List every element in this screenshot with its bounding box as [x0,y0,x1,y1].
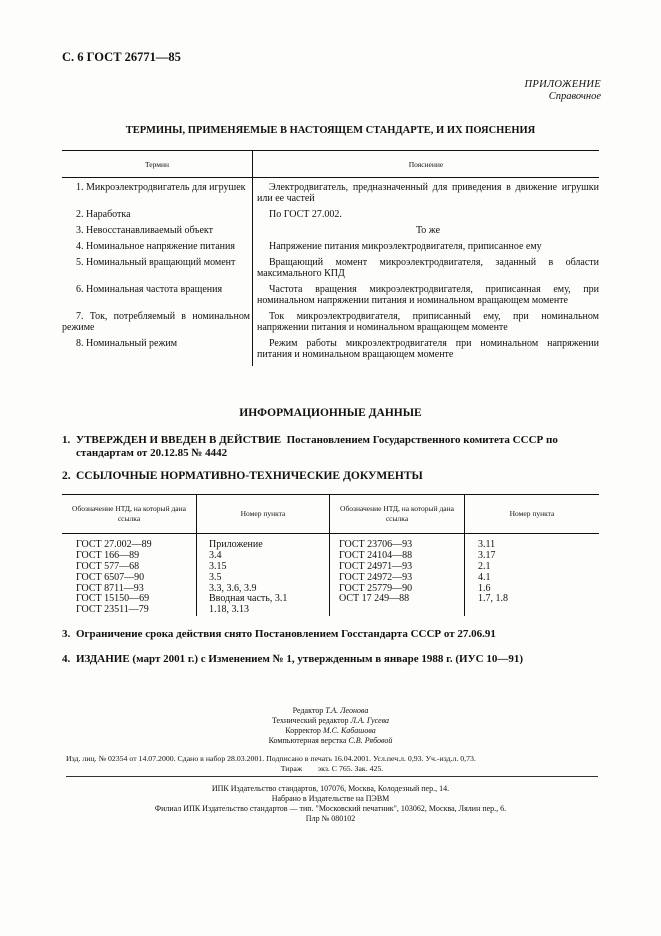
explanation-cell: Ток микроэлектродвигателя, приписанный ему, при номинальном напряжении питания и номинальном вращающем моменте [253,309,600,336]
term-cell: 4. Номинальное напряжение питания [76,241,235,252]
section-1-text-a: Постановлением Государственного комитета СССР по [286,434,558,446]
table-row [62,309,599,336]
ref-doc: ГОСТ 15150—69 [76,593,150,605]
tech-editor-label: Технический редактор [271,716,349,725]
page-header: С. 6 ГОСТ 26771—85 [62,50,181,64]
ref-item: 1.7, 1.8 [478,593,508,605]
section-3-text: Ограничение срока действия снято Постановлением Госстандарта СССР от 27.06.91 [76,628,496,640]
section-4-text: ИЗДАНИЕ (март 2001 г.) с Изменением № 1, утвержденным в январе 1988 г. (ИУС 10—91) [76,653,524,665]
table-row [62,255,599,282]
editor-name: Т.А. Леонова [325,706,369,715]
ref-item: 3.5 [209,571,222,583]
ref-doc: ОСТ 17 249—88 [339,593,410,605]
ref-doc: ГОСТ 24971—93 [339,560,413,572]
publication-line-2: Тираж экз. С 765. Зак. 425. [280,764,384,773]
refs-col-item-left: Номер пункта [197,495,330,534]
term-cell: 7. Ток, потребляемый в номинальном режиме [62,311,250,333]
table-row [62,534,599,617]
refs-left-docs [62,534,197,617]
refs-col-doc-left: Обозначение НТД, на который дана ссылка [62,495,197,534]
ref-item: 3.15 [209,560,227,572]
refs-left-items [197,534,330,617]
section-1-number: 1. [62,434,71,446]
section-1-heading: УТВЕРЖДЕН И ВВЕДЕН В ДЕЙСТВИЕ [76,434,282,446]
appendix-title: ПРИЛОЖЕНИЕ [524,79,601,90]
table-row [62,207,599,223]
publication-line-1: Изд. лиц. № 02354 от 14.07.2000. Сдано в набор 28.03.2001. Подписано в печать 16.04.2001. Усл.печ.л. 0,93. Уч.-изд.л. 0,73. [66,754,476,763]
appendix-type: Справочное [548,91,601,102]
terms-header-row [62,151,599,178]
explanation-cell: Напряжение питания микроэлектродвигателя, приписанное ему [253,239,600,255]
ref-item: 3.3, 3.6, 3.9 [209,582,257,594]
section-1 [62,434,602,460]
ref-doc: ГОСТ 25779—90 [339,582,413,594]
explanation-cell: По ГОСТ 27.002. [253,207,600,223]
layout-label: Компьютерная верстка [268,736,347,745]
ref-doc: ГОСТ 23511—79 [76,604,149,616]
table-row [62,178,599,208]
section-2-number: 2. [62,470,71,482]
term-cell: 2. Наработка [76,209,131,220]
ref-item: 3.4 [209,549,222,561]
proofreader-name: М.С. Кабашова [322,726,376,735]
layout-name: С.В. Рябовой [348,736,393,745]
ref-doc: ГОСТ 8711—93 [76,582,144,594]
explanation-cell: Вращающий момент микроэлектродвигателя, заданный в области максимального КПД [253,255,600,282]
terms-col-explanation: Пояснение [253,151,600,178]
ref-doc: ГОСТ 6507—90 [76,571,145,583]
section-3 [62,628,602,641]
imprint-block [0,706,661,746]
proofreader-label: Корректор [285,726,321,735]
ref-item: 3.11 [478,539,496,550]
term-cell: 5. Номинальный вращающий момент [76,257,236,268]
printing-line-4: Плр № 080102 [305,814,356,823]
divider [66,776,598,777]
explanation-cell: Режим работы микроэлектродвигателя при номинальном напряжении питания и номинальном вращающем моменте [253,336,600,366]
section-4 [62,653,602,666]
publication-info [66,754,598,774]
ref-item: 3.17 [478,549,496,561]
term-cell: 8. Номинальный режим [76,338,178,349]
term-cell: 3. Невосстанавливаемый объект [76,225,214,236]
section-2-heading: ССЫЛОЧНЫЕ НОРМАТИВНО-ТЕХНИЧЕСКИЕ ДОКУМЕНТЫ [76,470,423,482]
ref-doc: ГОСТ 23706—93 [339,539,413,550]
table-row [62,223,599,239]
ref-item: 1.6 [478,582,491,594]
table-row [62,336,599,366]
appendix-label [525,79,602,103]
ref-doc: ГОСТ 27.002—89 [76,539,152,550]
printing-line-2: Набрано в Издательстве на ПЭВМ [271,794,390,803]
ref-doc: ГОСТ 577—68 [76,560,140,572]
references-table [62,494,599,616]
explanation-cell: То же [253,223,600,239]
terms-title: ТЕРМИНЫ, ПРИМЕНЯЕМЫЕ В НАСТОЯЩЕМ СТАНДАРТЕ, И ИХ ПОЯСНЕНИЯ [125,125,536,136]
ref-doc: ГОСТ 166—89 [76,549,140,561]
printing-info [0,784,661,824]
refs-col-item-right: Номер пункта [465,495,600,534]
table-row [62,282,599,309]
table-row [62,239,599,255]
explanation-cell: Частота вращения микроэлектродвигателя, приписанная ему, при номинальном напряжении питания и номинальном вращающем моменте [253,282,600,309]
terms-table [62,150,599,366]
editor-label: Редактор [292,706,324,715]
section-4-number: 4. [62,653,71,665]
printing-line-1: ИПК Издательство стандартов, 107076, Москва, Колодезный пер., 14. [211,784,450,793]
explanation-cell: Электродвигатель, предназначенный для приведения в движение игрушки или ее частей [253,178,600,208]
tech-editor-name: Л.А. Гусева [350,716,390,725]
terms-col-term: Термин [62,151,253,178]
ref-item: Вводная часть, 3.1 [209,593,288,605]
refs-header-row [62,495,599,534]
ref-item: 1.18, 3.13 [209,604,249,616]
ref-item: Приложение [209,539,263,550]
ref-item: 4.1 [478,571,491,583]
term-cell: 1. Микроэлектродвигатель для игрушек [76,182,246,193]
refs-col-doc-right: Обозначение НТД, на который дана ссылка [330,495,465,534]
ref-doc: ГОСТ 24972—93 [339,571,413,583]
section-3-number: 3. [62,628,71,640]
info-title: ИНФОРМАЦИОННЫЕ ДАННЫЕ [239,407,422,419]
term-cell: 6. Номинальная частота вращения [76,284,223,295]
printing-line-3: Филиал ИПК Издательство стандартов — тип. "Московский печатник", 103062, Москва, Лялин пер., 6. [154,804,507,813]
ref-doc: ГОСТ 24104—88 [339,549,413,561]
ref-item: 2.1 [478,560,491,572]
refs-right-items [465,534,600,617]
section-1-text-b: стандартам от 20.12.85 № 4442 [76,447,228,459]
refs-right-docs [330,534,465,617]
section-2 [62,470,602,483]
